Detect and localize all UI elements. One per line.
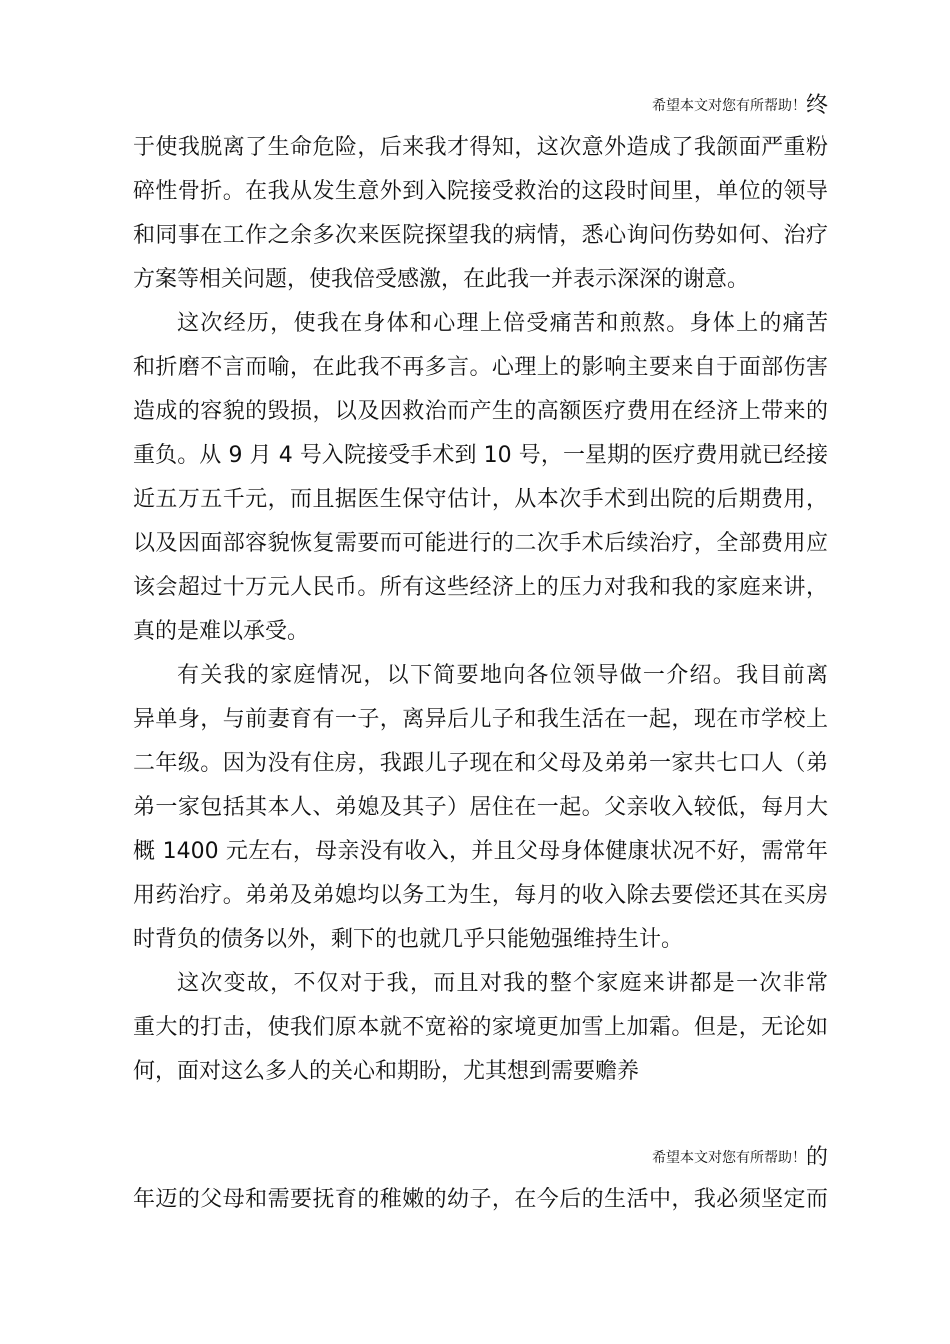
body-text-line: 真的是难以承受。 (133, 619, 310, 644)
paragraph-first-line: 这次经历，使我在身体和心理上倍受痛苦和煎熬。身体上的痛苦 (177, 311, 828, 336)
paragraph-first-line: 有关我的家庭情况，以下简要地向各位领导做一介绍。我目前离 (177, 663, 828, 688)
body-text-line: 异单身，与前妻育有一子，离异后儿子和我生活在一起，现在市学校上 (133, 707, 828, 732)
body-text-line: 何，面对这么多人的关心和期盼，尤其想到需要赡养 (133, 1059, 640, 1084)
body-text-line: 用药治疗。弟弟及弟媳均以务工为生，每月的收入除去要偿还其在买房 (133, 883, 828, 908)
body-text-line: 造成的容貌的毁损，以及因救治而产生的高额医疗费用在经济上带来的 (133, 399, 828, 424)
body-text-line: 概 1400 元左右，母亲没有收入，并且父母身体健康状况不好，需常年 (133, 839, 828, 864)
body-text-line: 时背负的债务以外，剩下的也就几乎只能勉强维持生计。 (133, 927, 684, 952)
page-running-note (652, 1147, 828, 1169)
continuation-char: 终 (805, 93, 828, 118)
body-text-line: 于使我脱离了生命危险，后来我才得知，这次意外造成了我颌面严重粉 (133, 135, 828, 160)
body-text-line: 和同事在工作之余多次来医院探望我的病情，悉心询问伤势如何、治疗 (133, 223, 828, 248)
body-text-line: 二年级。因为没有住房，我跟儿子现在和父母及弟弟一家共七口人（弟 (133, 751, 828, 776)
body-text-line: 弟一家包括其本人、弟媳及其子）居住在一起。父亲收入较低，每月大 (133, 795, 828, 820)
body-text-line: 碎性骨折。在我从发生意外到入院接受救治的这段时间里，单位的领导 (133, 179, 828, 204)
page-running-note (652, 95, 828, 117)
body-text-line: 该会超过十万元人民币。所有这些经济上的压力对我和我的家庭来讲， (133, 575, 828, 600)
body-text-line: 年迈的父母和需要抚育的稚嫩的幼子，在今后的生活中，我必须坚定而 (133, 1187, 828, 1212)
body-text-line: 以及因面部容貌恢复需要而可能进行的二次手术后续治疗，全部费用应 (133, 531, 828, 556)
running-note-text: 希望本文对您有所帮助！ (651, 98, 806, 114)
paragraph-first-line: 这次变故，不仅对于我，而且对我的整个家庭来讲都是一次非常 (177, 971, 828, 996)
body-text-line: 重负。从 9 月 4 号入院接受手术到 10 号，一星期的医疗费用就已经接 (133, 443, 828, 468)
body-text-line: 重大的打击，使我们原本就不宽裕的家境更加雪上加霜。但是，无论如 (133, 1015, 828, 1040)
body-text-line: 近五万五千元，而且据医生保守估计，从本次手术到出院的后期费用， (133, 487, 828, 512)
body-text-line: 方案等相关问题，使我倍受感激，在此我一并表示深深的谢意。 (133, 267, 750, 292)
continuation-char: 的 (805, 1145, 828, 1170)
body-text-line: 和折磨不言而喻，在此我不再多言。心理上的影响主要来自于面部伤害 (133, 355, 828, 380)
running-note-text: 希望本文对您有所帮助！ (651, 1150, 806, 1166)
